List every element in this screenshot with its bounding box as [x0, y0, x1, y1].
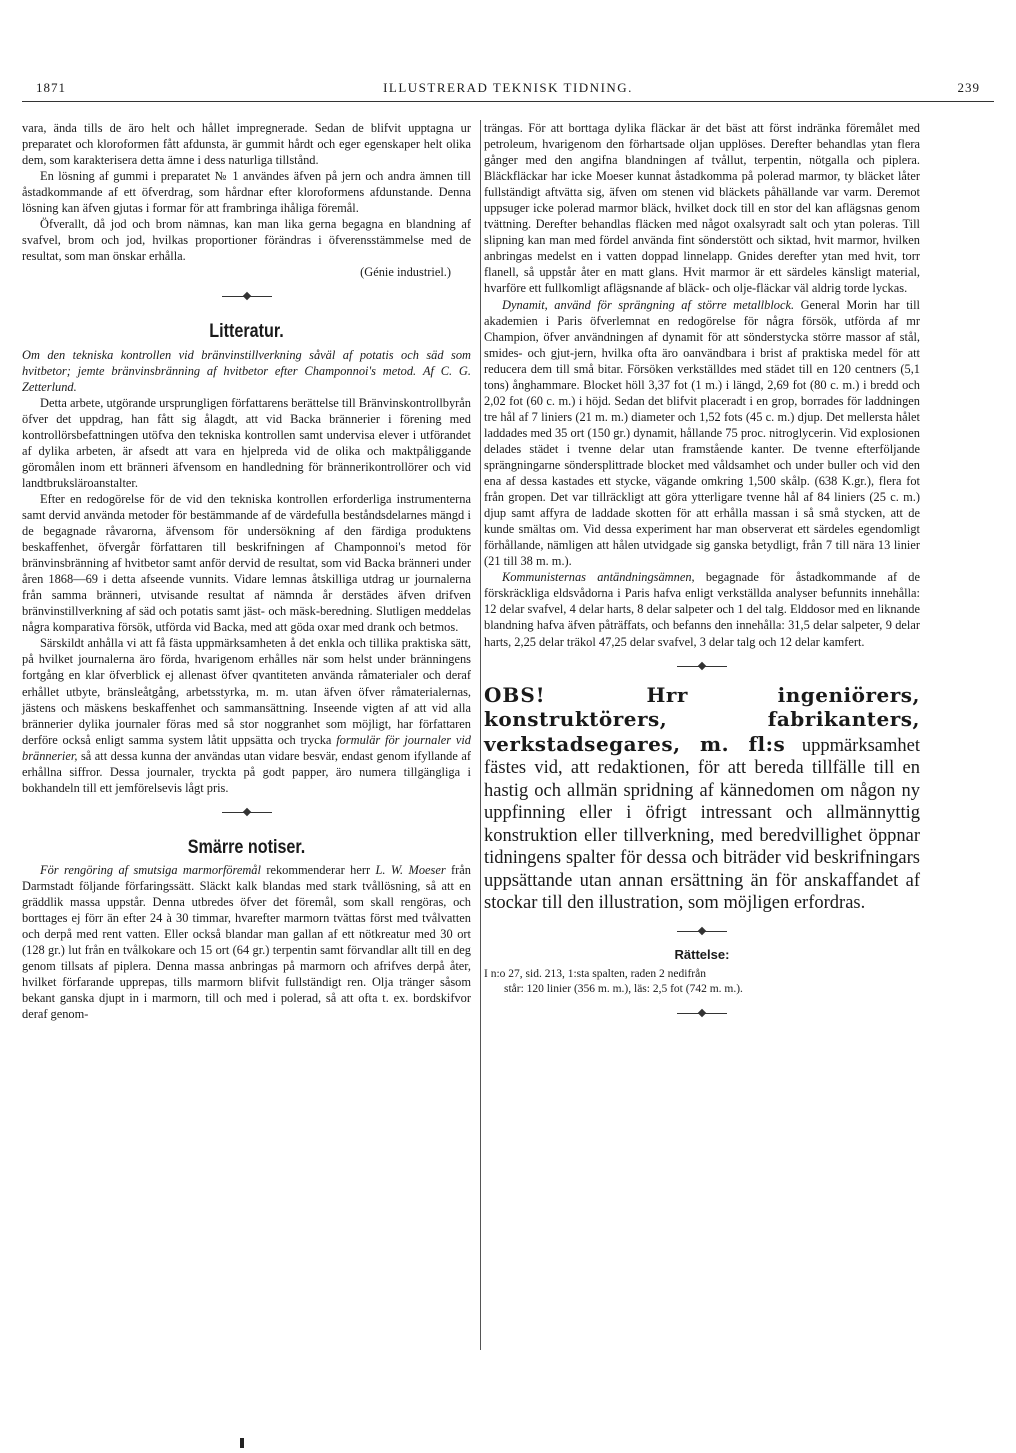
obs-notice — [484, 684, 920, 915]
paragraph-lit-2: Efter en redogörelse för de vid den tekniska kontrollen erforderliga instrumenterna samt dervid använda metoder för bestämmande af de värdefulla beståndsdelarnes mängd i de begagnade råvarorna, äfvensom för undersökning af den färdiga produktens beskaffenhet, öfvergår författaren till beskrifningen af Champonnoi's metod för bränvinsbränning af hvitbetor samt anför dervid de resultat, som vid Backa bränneri under åren 1868—69 i detta afseende vunnits. Vidare lemnas åtskilliga utdrag ur journalerna från samma bränneri, utvisande resultat af nämnda år derstädes äfven drifven bränvinstillverkning af säd och potatis samt jäst- och mäsk-beredning. Slutligen meddelas några komparativa försök, utförda vid Backa, med att göda oxar med drank och betmos. — [22, 491, 471, 635]
header-rule — [22, 101, 994, 102]
heading-smarre-notiser: Smärre notiser. — [187, 836, 306, 858]
ornament-divider — [22, 808, 471, 816]
book-title — [22, 347, 471, 395]
kommunister-text: begagnade för åstadkommande af de förskräckliga eldsvådorna i Paris hafva enligt verkställda analyser befunnits innehålla: 12 delar svafvel, 4 delar harts, 8 delar salpeter och 1 del talg. Elddosor med en liknande blandning hafva äfven påträffats, och befanns den innehålla: 31,5 delar salpeter, 9 delar harts, 2,25 delar träkol 47,25 delar svafvel, 3 delar talg och 12 delar kamfert. — [484, 570, 920, 649]
paragraph-lit-1: Detta arbete, utgörande ursprungligen författarens berättelse till Bränvinskontrollbyrån öfver det uppdrag, han fått sig ålagdt, att vid Backa brännerier i förening med kontrollörsbefattningen utöfva den tekniska kontrollen samt undervisa elever i utförandet af dylika arbeten, är afsedt att vara en hjelpreda vid de olika och maktpåliggande göromålen inom ett bränneri äfvensom en handledning för brännerikontrollörer och vid landtbruksläroanstalter. — [22, 395, 471, 490]
obs-body: uppmärksamhet fästes vid, att redaktionen, för att bereda tillfälle till en hastig och allmän spridning af kännedomen om någon ny uppfinning eller i öfrigt intressant och allmännyttig konstruktion eller tillverkning, med beredvillighet öppnar tidningens spalter för dessa och biträder vid beskrifningars uppsättande utan annan ersättning än för anskaffandet af stockar till den illustration, som möjligen erfordras. — [484, 735, 920, 914]
rattelse-section — [484, 947, 920, 997]
rattelse-line-2: står: 120 linier (356 m. m.), läs: 2,5 fot (742 m. m.). — [504, 982, 743, 995]
heading-litteratur: Litteratur. — [209, 321, 284, 343]
rattelse-line-1: I n:o 27, sid. 213, 1:sta spalten, raden 2 nedifrån — [484, 967, 706, 980]
dynamit-italic: Dynamit, använd för sprängning af större metallblock. — [502, 297, 795, 312]
left-column — [22, 120, 471, 1022]
print-mark — [240, 1438, 244, 1448]
ornament-divider — [484, 927, 920, 935]
book-title-text: Om den tekniska kontrollen vid bränvinstillverkning såväl af potatis och säd som hvitbetor; jemte bränvinsbränning af hvitbetor efter Champonnoi's metod. — [22, 347, 471, 378]
paragraph-kommunister — [484, 569, 920, 649]
source-citation: (Génie industriel.) — [360, 265, 451, 280]
paragraph-marmor — [22, 862, 471, 1022]
ornament-divider — [484, 662, 920, 670]
kommunister-italic: Kommunisternas antändningsämnen, — [502, 570, 695, 585]
paragraph-gummi-2: En lösning af gummi i preparatet № 1 användes äfven på jern och andra ämnen till åstadkommande af ett öfverdrag, som hårdnar efter kloroformens afdunstande. Denna lösning kan äfven gjutas i formar för att frambringa ihåliga föremål. — [22, 169, 471, 216]
page-header — [22, 80, 994, 102]
paragraph-lit-3a: Särskildt anhålla vi att få fästa uppmärksamheten å det enkla och tillika praktiska sätt, på hvilket journalerna äro förda, hvarigenom erhålles när som helst under bränningens fortgång en klar öfverblick ej allenast öfver qvantiteten använda råmaterialer och deraf erhållet utbyte, bränsleåtgång, arbetsstyrka, m. m. utan äfven öfver råmaterialernas, jästens och mäskens beskaffenhet och sammansättning. Inseende vigten af att vid alla brännerier dylika journaler föras med så stor noggranhet som möjligt, har författaren derföre också enligt samma system låtit uppsätta och trycka — [22, 636, 471, 747]
marmor-name: L. W. Moeser — [375, 862, 446, 877]
header-year: 1871 — [36, 80, 66, 95]
paragraph-lit-3b: så att dessa kunna der användas utan vidare besvär, endast genom ifyllande af erhållna siffror. Dessa journaler, tryckta på godt papper, äro numera tillgängliga i bokhandeln till ett jemförelsevis lågt pris. — [22, 748, 471, 795]
header-page-number: 239 — [957, 80, 980, 95]
paragraph-lit-3-italic: formulär för journaler vid brännerier, — [22, 732, 472, 763]
marmor-text-b: från Darmstadt följande förfaringssätt. Släckt kalk blandas med stark tvållösning, så att en gräddlik massa uppstår. Denna utbredes öfver det föremål, som skall rengöras, och borttages ej förr än efter 24 à 30 timmar, hvarefter marmorn tvättas först med tvålvatten och derpå med rent vatten. Eller också blandar man gallan af ett nötkreatur med 30 ort (128 gr.) lut från en tvålkokare och 15 ort (64 gr.) terpentin samt förvandlar allt till en deg genom tillsats af piplera. Denna massa anbringas på marmorn och afrifves derpå åter, hvilket förfarande upprepas, tills marmorn blifvit fullständigt ren. Olja tränger såsom bekant ganska djupt in i marmorn, till och med i polerad, så att ofta t. ex. bordskifvor deraf genom- — [22, 862, 471, 1022]
ornament-divider — [484, 1009, 920, 1017]
marmor-italic: För rengöring af smutsiga marmorföremål — [40, 862, 261, 877]
obs-lead: OBS! — [484, 682, 546, 707]
marmor-text-a: rekommenderar herr — [266, 862, 371, 877]
paragraph-dynamit — [484, 297, 920, 570]
dynamit-text: General Morin har till akademien i Paris öfverlemnat en redogörelse för några försök, utförda af mr Champion, öfver användningen af dynamit för att sönderstycka större massor af stål, smides- och gjut-jern, hvilka ofta äro oanvändbara i brist af praktiska medel för att reducera dem till små bitar. Försöken verkställdes med städet till en 120 centners (5,1 tons) ånghammare. Blocket höll 3,37 fot (1 m.) i längd, 2,69 fot (80 c. m.) i bredd och 2,02 fot (60 c. m.) i höjd. Sedan det blifvit placeradt i en grop, borrades för laddningen tre hål af 7 liniers (21 m. m.) diameter och 1,52 fots (45 c. m.) djup. Det mellersta hålet laddades med 35 ort (150 gr.) dynamit, hållande 75 proc. nitroglycerin. Vid explosionen delades städet i tvenne delar utan framstående kanter. De tvenne efterföljande sprängningarne söndersplittrade blocket med våldsamhet och under buller och vid den ena af dessa kastades ett stycke, vägande omkring 1,500 skålp. (638 K.gr.), flera fot från gropen. Det var tillräckligt att göra ytterligare tvenne hål af 84 liniers (25 c. m.) djup samt affyra de laddade skotten för att erhålla massan i så små stycken, att de kunde smältas om. Vid dessa experiment har man observerat ett särdeles egendomligt förhållande, nämligen att hålen utvidgade sig ganska betydligt, från 7 till nära 13 linier (21 till 38 m. m.). — [484, 297, 920, 569]
obs-heading: Hrr ingeniörers, konstruktörers, fabrikanters, verkstadsegares, m. fl:s — [484, 682, 920, 756]
book-author: Af C. G. Zetterlund. — [22, 363, 471, 394]
paragraph-gummi-3: Öfverallt, då jod och brom nämnas, kan man lika gerna begagna en blandning af svafvel, brom och jod, hvilkas proportioner förändras i öfverensstämmelse med de resultat, som man önskar erhålla. — [22, 217, 471, 264]
right-column — [484, 120, 920, 1029]
column-separator — [480, 120, 481, 1350]
rattelse-heading: Rättelse: — [674, 946, 730, 962]
header-title: ILLUSTRERAD TEKNISK TIDNING. — [383, 80, 633, 95]
paragraph-marmor-cont: trängas. För att borttaga dylika fläckar är det bäst att först indränka föremålet med petroleum, hvarigenom den förhartsade oljan upplöses. Derefter behandlas ytan flera gånger med den angifna blandningen af tvållut, terpentin, nötgalla och piplera. Bläckfläckar har icke Moeser kunnat åstadkomma på polerad marmor, ty bläcket låter fullständigt aftvätta sig, äfven om stenen vid bläckets påhällande var varm. Deremot uppsuger icke polerad marmor bläck, hvilket dock till en stor del kan aflägsnas genom tvättning. Derefter behandlas fläcken med något oxalsyradt salt och ytan poleras. Till slipning kan man med fördel använda fint sönderstött och siktad, hvit marmor, hvilken anbringas medelst en i vatten doppad linnelapp. Gnides derefter ytan med hvit, torr flanell, så uppstår åter en matt glans. Hvit marmor är ett särdeles känsligt material, hvarföre ett fullkomligt aflägsnande af bläck- och olje-fläckar väl aldrig torde lyckas. — [484, 121, 920, 296]
paragraph-lit-3 — [22, 635, 471, 795]
paragraph-gummi-1: vara, ända tills de äro helt och hållet impregnerade. Sedan de blifvit upptagna ur preparatet och kloroformen fått afdunsta, är gummit hårdt och eger egenskaper helt olika dem, som karakterisera detta ämne i dess naturliga tillstånd. — [22, 121, 471, 168]
ornament-divider — [22, 292, 471, 300]
